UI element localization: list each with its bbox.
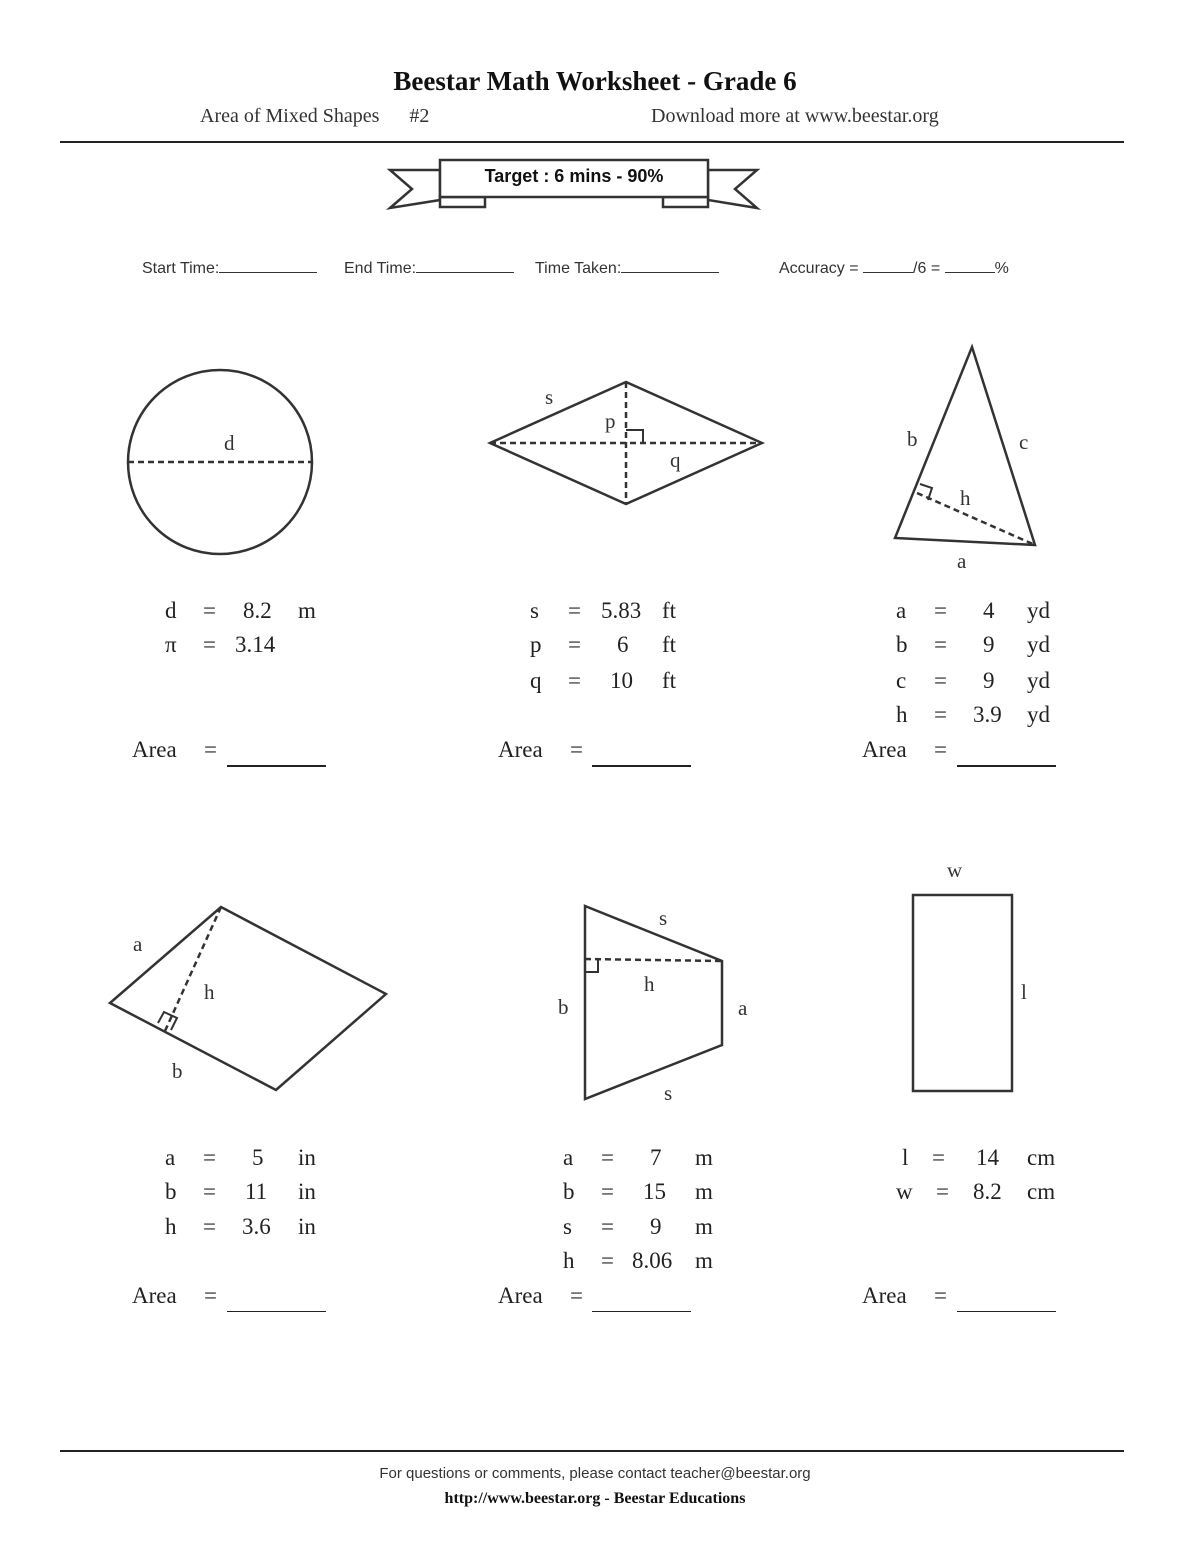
triangle-label-c: c <box>1019 430 1029 454</box>
right-angle-marker <box>585 959 598 972</box>
rhombus-label-p: p <box>605 409 616 433</box>
end-time-blank[interactable] <box>416 256 514 273</box>
area-answer-blank[interactable] <box>227 765 326 767</box>
time-taken-blank[interactable] <box>621 256 719 273</box>
accuracy-label: Accuracy = <box>779 260 859 277</box>
height-line <box>165 907 221 1031</box>
rhombus-label-s: s <box>545 385 554 409</box>
target-banner-text: Target : 6 mins - 90% <box>484 166 664 186</box>
area-answer-blank[interactable] <box>957 765 1056 767</box>
parallelogram-figure <box>110 907 386 1090</box>
right-angle-marker <box>626 430 643 443</box>
accuracy-percent-blank[interactable] <box>945 256 995 273</box>
footer-site: http://www.beestar.org - Beestar Educations <box>444 1490 746 1507</box>
area-answer-blank[interactable] <box>592 1311 691 1312</box>
area-answer-blank[interactable] <box>227 1311 326 1312</box>
triangle-label-a: a <box>957 549 967 573</box>
trapezoid-label-b: b <box>558 995 569 1019</box>
trapezoid-figure <box>585 906 722 1099</box>
area-answer-blank[interactable] <box>592 765 691 767</box>
start-time <box>142 256 317 278</box>
worksheet-title: Beestar Math Worksheet - Grade 6 <box>393 66 797 96</box>
rectangle-label-l: l <box>1021 980 1027 1004</box>
trapezoid-label-s-top: s <box>659 906 668 930</box>
triangle-label-h: h <box>960 486 971 510</box>
trapezoid-label-h: h <box>644 972 655 996</box>
triangle-label-b: b <box>907 427 918 451</box>
rectangle-label-w: w <box>947 858 963 882</box>
area-answer-blank[interactable] <box>957 1311 1056 1312</box>
accuracy-score-blank[interactable] <box>863 256 913 273</box>
footer-contact: For questions or comments, please contact teacher@beestar.org <box>379 1465 811 1482</box>
rhombus-label-q: q <box>670 448 681 472</box>
parallelogram-label-b: b <box>172 1059 183 1083</box>
percent-sign: % <box>994 260 1009 277</box>
end-time-label: End Time: <box>344 260 417 277</box>
parallelogram-label-h: h <box>204 980 215 1004</box>
time-taken <box>535 256 719 278</box>
subtitle-topic: Area of Mixed Shapes <box>200 105 380 127</box>
parallelogram-label-a: a <box>133 932 143 956</box>
end-time <box>344 256 514 278</box>
trapezoid-label-a: a <box>738 996 748 1020</box>
time-taken-label: Time Taken: <box>535 260 622 277</box>
circle-label-d: d <box>224 431 235 455</box>
footer-divider <box>60 1450 1124 1452</box>
circle-figure <box>128 370 312 554</box>
subtitle-number: #2 <box>409 105 430 127</box>
accuracy-total: /6 = <box>913 260 941 277</box>
height-line <box>917 493 1035 545</box>
height-line <box>585 959 722 961</box>
start-time-label: Start Time: <box>142 260 220 277</box>
trapezoid-label-s-bottom: s <box>664 1081 673 1105</box>
accuracy <box>779 256 1009 278</box>
rhombus-figure <box>490 382 762 504</box>
start-time-blank[interactable] <box>219 256 317 273</box>
rectangle-figure <box>913 895 1012 1091</box>
download-link-text: Download more at www.beestar.org <box>651 105 939 127</box>
